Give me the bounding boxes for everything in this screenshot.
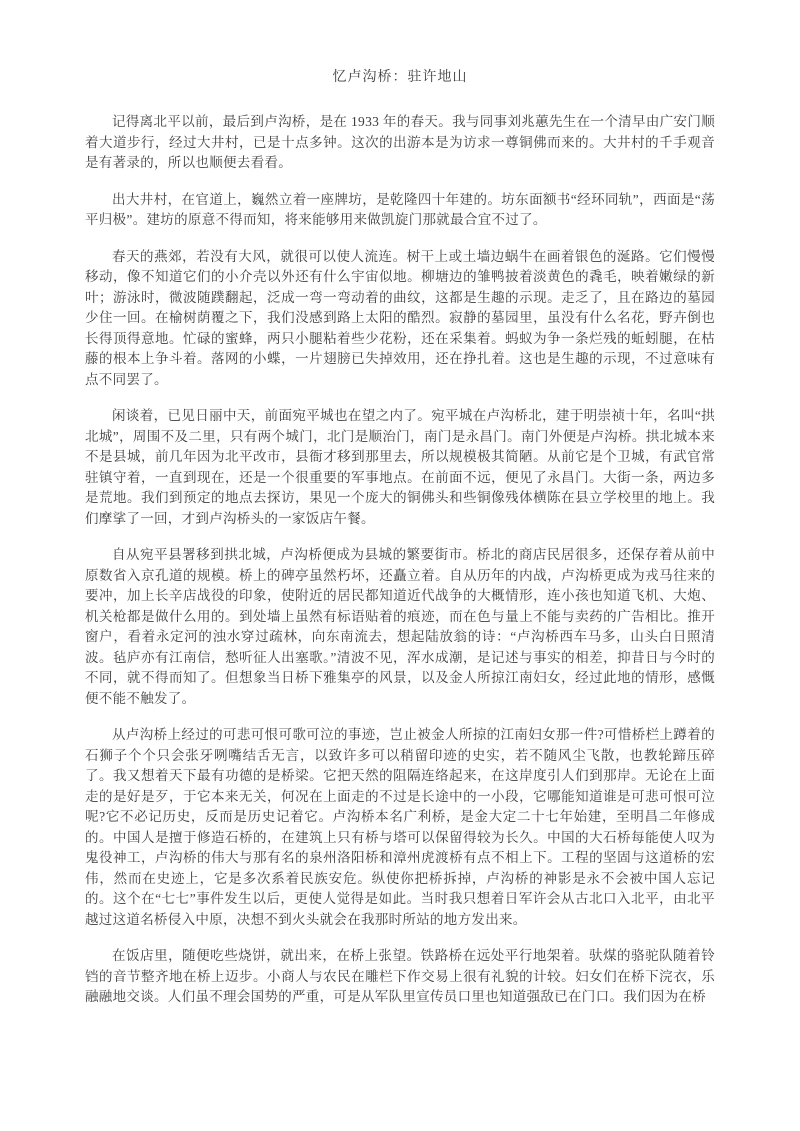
document-title: 忆卢沟桥：驻许地山: [332, 70, 468, 85]
document-body: [85, 112, 715, 1008]
paragraph: 记得离北平以前，最后到卢沟桥，是在 1933 年的春天。我与同事刘兆蕙先生在一个清早由广安门顺着大道步行，经过大井村，已是十点多钟。这次的出游本是为访求一尊铜佛而来的。大井村的千手观音是有著录的，所以也顺便去看看。: [85, 114, 715, 170]
paragraph: 自从宛平县署移到拱北城，卢沟桥便成为县城的繁要街市。桥北的商店民居很多，还保存着从前中原数省入京孔道的规模。桥上的碑亭虽然朽坏，还矗立着。自从历年的内战，卢沟桥更成为戎马往来的要冲，加上长辛店战役的印象，使附近的居民都知道近代战争的大概情形，连小孩也知道飞机、大炮、机关枪都是做什么用的。到处墙上虽然有标语贴着的痕迹，而在色与量上不能与卖药的广告相比。推开窗户，看着永定河的浊水穿过疏林，向东南流去，想起陆放翁的诗：“卢沟桥西车马多，山头白日照清波。毡庐亦有江南信，愁听征人出塞歌。”清波不见，浑水成潮，是记述与事实的相差，抑昔日与今时的不同，就不得而知了。但想象当日桥下雅集亭的风景，以及金人所掠江南妇女，经过此地的情形，感慨便不能不触发了。: [85, 547, 715, 706]
paragraph: 春天的燕郊，若没有大风，就很可以使人流连。树干上或土墙边蜗牛在画着银色的涎路。它们慢慢移动，像不知道它们的小介壳以外还有什么宇宙似地。柳塘边的雏鸭披着淡黄色的毳毛，映着嫩绿的新叶；游泳时，微波随蹼翻起，泛成一弯一弯动着的曲纹，这都是生趣的示现。走乏了，且在路边的墓园少住一回。在榆树荫覆之下，我们没感到路上太阳的酷烈。寂静的墓园里，虽没有什么名花，野卉倒也长得顶得意地。忙碌的蜜蜂，两只小腿粘着些少花粉，还在采集着。蚂蚁为争一条烂残的蚯蚓腿，在枯藤的根本上争斗着。落网的小蝶，一片翅膀已失掉效用，还在挣扎着。这也是生趣的示现，不过意味有点不同罢了。: [85, 248, 715, 387]
paragraph: 闲谈着，已见日丽中天，前面宛平城也在望之内了。宛平城在卢沟桥北，建于明崇祯十年，名叫“拱北城”，周围不及二里，只有两个城门，北门是顺治门，南门是永昌门。南门外便是卢沟桥。拱北城本来不是县城，前几年因为北平改市，县衙才移到那里去，所以规模极其简陋。从前它是个卫城，有武官常驻镇守着，一直到现在，还是一个很重要的军事地点。在前面不远，便见了永昌门。大街一条，两边多是荒地。我们到预定的地点去探访，果见一个庞大的铜佛头和些铜像残体横陈在县立学校里的地上。我们摩挲了一回，才到卢沟桥头的一家饭店午餐。: [85, 408, 715, 526]
paragraph: 从卢沟桥上经过的可悲可恨可歌可泣的事迹，岂止被金人所掠的江南妇女那一件?可惜桥栏上蹲着的石狮子个个只会张牙咧嘴结舌无言，以致许多可以稍留印迹的史实，若不随风尘飞散，也教轮蹄压碎了。我又想着天下最有功德的是桥梁。它把天然的阻隔连络起来，在这岸度引人们到那岸。无论在上面走的是好是歹，于它本来无关，何况在上面走的不过是长途中的一小段，它哪能知道谁是可悲可恨可泣呢?它不必记历史，反而是历史记着它。卢沟桥本名广利桥，是金大定二十七年始建，至明昌二年修成的。中国人是擅于修造石桥的，在建筑上只有桥与塔可以保留得较为长久。中国的大石桥每能使人叹为鬼役神工，卢沟桥的伟大与那有名的泉州洛阳桥和漳州虎渡桥有点不相上下。工程的坚固与这道桥的宏伟，然而在史迹上，它是多次系着民族安危。纵使你把桥拆掉，卢沟桥的神影是永不会被中国人忘记的。这个在“七七”事件发生以后，更使人觉得是如此。当时我只想着日军许会从古北口入北平，由北平越过这道名桥侵入中原，决想不到火头就会在我那时所站的地方发出来。: [85, 727, 715, 927]
paragraph: 在饭店里，随便吃些烧饼，就出来，在桥上张望。铁路桥在远处平行地架着。驮煤的骆驼队随着铃铛的音节整齐地在桥上迈步。小商人与农民在雕栏下作交易上很有礼貌的计较。妇女们在桥下浣衣，乐融融地交谈。人们虽不理会国势的严重，可是从军队里宣传员口里也知道强敌已在门口。我们因为在桥: [85, 948, 715, 1004]
paragraph: 出大井村，在官道上，巍然立着一座牌坊，是乾隆四十年建的。坊东面额书“经环同轨”，西面是“荡平归极”。建坊的原意不得而知，将来能够用来做凯旋门那就最合宜不过了。: [85, 191, 715, 227]
